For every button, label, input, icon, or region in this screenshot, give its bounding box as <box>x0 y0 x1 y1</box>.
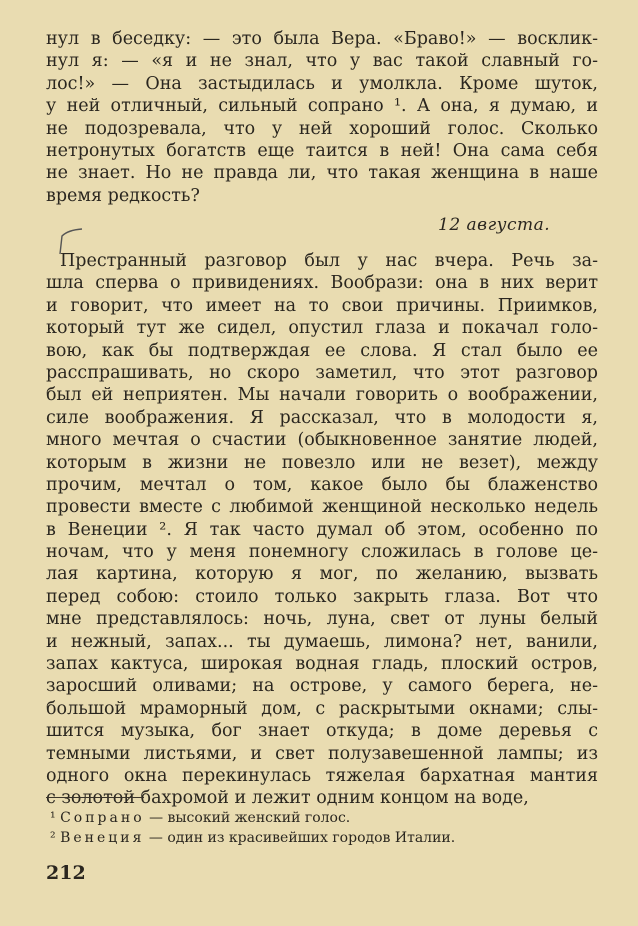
text-line: которым в жизни не повезло или не везет), между <box>46 452 598 473</box>
paragraph-2 <box>46 250 598 810</box>
text-line: много мечтая о счастии (обыкновенное занятие людей, <box>46 430 598 451</box>
text-line: лая картина, которую я мог, по желанию, вызвать <box>46 564 598 585</box>
footnote-term: Сопрано <box>60 810 145 826</box>
text-line: не подозревала, что у ней хороший голос. Сколько <box>46 118 598 139</box>
text-line: ночам, что у меня понемногу сложилась в голове це- <box>46 542 598 563</box>
text-line: перед собою: стоило только закрыть глаза. Вот что <box>46 586 598 607</box>
footnote-mark: ² <box>50 830 56 846</box>
text-line: силе воображения. Я рассказал, что в молодости я, <box>46 407 598 428</box>
text-line: был ей неприятен. Мы начали говорить о воображении, <box>46 385 598 406</box>
text-line: и нежный, запах... ты думаешь, лимона? нет, ванили, <box>46 631 598 652</box>
text-line: прочим, мечтал о том, какое было бы блаженство <box>46 474 598 495</box>
footnote-rule <box>46 797 144 798</box>
footnotes <box>50 808 590 848</box>
footnote-1 <box>50 808 590 828</box>
footnote-2 <box>50 828 590 848</box>
text-line: запах кактуса, широкая водная гладь, плоский остров, <box>46 654 598 675</box>
text-line: время редкость? <box>46 185 200 206</box>
page-number: 212 <box>46 862 86 884</box>
text-line: у ней отличный, сильный сопрано ¹. А она, я думаю, и <box>46 96 598 117</box>
text-line: шится музыка, бог знает откуда; в доме деревья с <box>46 721 598 742</box>
text-line: расспрашивать, но скоро заметил, что этот разговор <box>46 362 598 383</box>
paragraph-1-lines <box>46 28 598 207</box>
text-line: шла сперва о привидениях. Вообрази: она в них верит <box>46 273 598 294</box>
text-line: Престранный разговор был у нас вчера. Речь за- <box>60 251 598 271</box>
footnote-term: Венеция <box>60 830 145 846</box>
text-line: провести вместе с любимой женщиной несколько недель <box>46 497 598 518</box>
text-line: в Венеции ². Я так часто думал об этом, особенно по <box>46 519 598 540</box>
text-line: нул в беседку: — это была Вера. «Браво!» — восклик- <box>46 29 598 49</box>
text-line: нетронутых богатств еще таится в ней! Она сама себя <box>46 140 598 161</box>
text-line: вою, как бы подтверждая ее слова. Я стал было ее <box>46 340 598 361</box>
text-line: мне представлялось: ночь, луна, свет от луны белый <box>46 609 598 630</box>
text-line: темными листьями, и свет полузавешенной лампы; из <box>46 743 598 764</box>
text-line: большой мраморный дом, с раскрытыми окнами; слы- <box>46 698 598 719</box>
footnote-mark: ¹ <box>50 810 56 826</box>
text-line: и говорит, что имеет на то свои причины. Приимков, <box>46 295 598 316</box>
text-line: не знает. Но не правда ли, что такая женщина в наше <box>46 163 598 184</box>
footnote-text: — высокий женский голос. <box>144 810 351 826</box>
text-line: нул я: — «я и не знал, что у вас такой славный го- <box>46 51 598 72</box>
text-line: с золотой бахромой и лежит одним концом на воде, <box>46 788 529 809</box>
text-line: одного окна перекинулась тяжелая бархатная мантия <box>46 765 598 786</box>
entry-date: 12 августа. <box>438 215 551 235</box>
text-line: заросший оливами; на острове, у самого берега, не- <box>46 676 598 697</box>
footnote-text: — один из красивейших городов Италии. <box>144 830 456 846</box>
text-line: который тут же сидел, опустил глаза и покачал голо- <box>46 318 598 339</box>
text-line: лос!» — Она застыдилась и умолкла. Кроме шуток, <box>46 73 598 94</box>
